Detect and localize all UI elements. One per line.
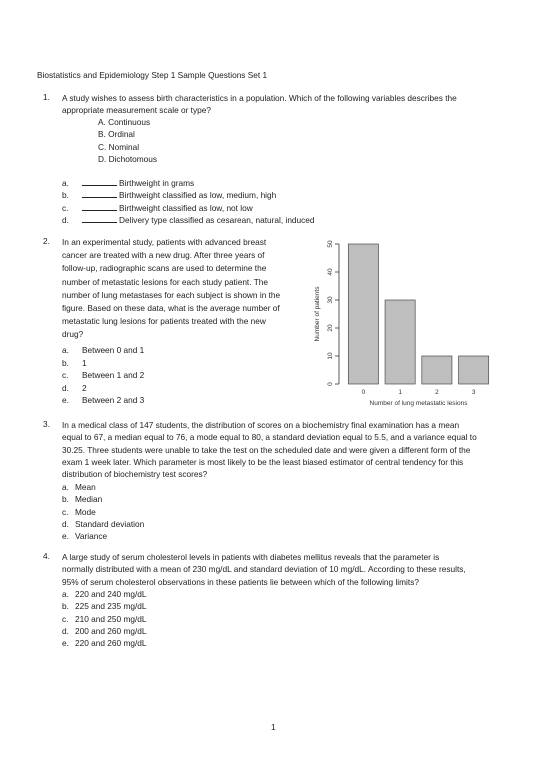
stem-line: metastatic lung lesions for patients treated with the new [62,316,266,327]
stem-line: normally distributed with a mean of 230 mg/dL and standard deviation of 10 mg/dL. According to these results, [62,564,466,575]
stem-line: A study wishes to assess birth characteristics in a population. Which of the following variables describes the [62,93,457,103]
question-1-stem [62,92,457,117]
choice-nominal: C. Nominal [98,141,140,152]
option-e[interactable]: e. 220 and 260 mg/dL [62,638,147,649]
question-1-choices [98,116,157,165]
stem-line: figure. Based on these data, what is the average number of [62,303,280,314]
choice-continuous: A. Continuous [98,117,151,127]
stem-line: 30.25. Three students were unable to take the test on the scheduled date and were given a different form of the [62,444,471,455]
question-2-number: 2. [43,236,50,246]
bar [422,356,452,384]
y-tick-label: 50 [327,240,334,248]
question-3-number: 3. [43,419,50,429]
stem-line: In a medical class of 147 students, the distribution of scores on a biochemistry final examination has a mean [62,420,460,430]
option-c[interactable]: c. Between 1 and 2 [62,370,145,381]
option-a[interactable]: a. Mean [62,482,96,492]
bar-chart [310,236,500,416]
stem-line: equal to 67, a median equal to 76, a mode equal to 80, a standard deviation equal to 5.5, and a variance equal to [62,432,477,443]
question-2-options [62,344,144,407]
stem-line: A large study of serum cholesterol levels in patients with diabetes mellitus reveals that the parameter is [62,552,440,562]
question-2-stem [62,236,280,342]
x-tick-label: 3 [471,389,476,396]
y-tick-label: 30 [327,296,334,304]
bar [348,244,378,384]
document-title: Biostatistics and Epidemiology Step 1 Sample Questions Set 1 [37,70,268,80]
question-3-stem [62,419,477,480]
option-c[interactable]: c. Mode [62,506,96,517]
stem-line: drug? [62,329,84,340]
stem-line: appropriate measurement scale or type? [62,105,211,116]
option-d[interactable]: d. Standard deviation [62,518,145,529]
option-a[interactable]: a. 220 and 240 mg/dL [62,589,147,599]
y-axis-label: Number of patients [314,286,321,342]
item-c: c. Birthweight classified as low, not low [62,202,253,213]
answer-blank[interactable] [82,203,117,211]
answer-blank[interactable] [82,178,117,186]
option-b[interactable]: b. Median [62,494,103,505]
y-tick-label: 10 [327,352,334,360]
x-tick-label: 0 [361,389,366,396]
stem-line: exam 1 week later. Which parameter is most likely to be the least biased estimator of central tendency for this [62,456,464,467]
question-1-number: 1. [43,92,50,102]
choice-dichotomous: D. Dichotomous [98,153,158,164]
question-4-number: 4. [43,551,50,561]
x-axis-label: Number of lung metastatic lesions [369,400,468,407]
y-tick-label: 20 [327,324,334,332]
answer-blank[interactable] [82,215,117,223]
option-d[interactable]: d. 200 and 260 mg/dL [62,625,147,636]
stem-line: number of metastatic lesions for each study patient. The [62,276,268,287]
item-b: b. Birthweight classified as low, medium, high [62,190,277,201]
x-tick-label: 1 [398,389,402,396]
bar [385,300,415,384]
stem-line: follow-up, radiographic scans are used to determine the [62,263,267,274]
option-e[interactable]: e. Between 2 and 3 [62,395,145,406]
option-a[interactable]: a. Between 0 and 1 [62,345,145,355]
bar [459,356,489,384]
answer-blank[interactable] [82,190,117,198]
item-a: a. Birthweight in grams [62,178,195,188]
question-1-items [62,177,315,226]
option-c[interactable]: c. 210 and 250 mg/dL [62,613,147,624]
page-number: 1 [271,722,276,732]
y-tick-label: 40 [327,268,334,276]
y-tick-label: 0 [327,382,334,386]
choice-ordinal: B. Ordinal [98,129,135,140]
question-4-options [62,588,147,649]
question-3-options [62,481,144,542]
stem-line: distribution of biochemistry test scores? [62,469,208,480]
option-e[interactable]: e. Variance [62,531,108,542]
stem-line: 95% of serum cholesterol observations in these patients lie between which of the following limits? [62,576,419,587]
item-d: d. Delivery type classified as cesarean, natural, induced [62,214,315,225]
stem-line: In an experimental study, patients with advanced breast [62,237,267,247]
stem-line: number of lung metastases for each subject is shown in the [62,289,281,300]
question-4-stem [62,551,466,588]
option-b[interactable]: b. 1 [62,357,87,368]
option-d[interactable]: d. 2 [62,382,87,393]
x-tick-label: 2 [435,389,439,396]
option-b[interactable]: b. 225 and 235 mg/dL [62,601,147,612]
stem-line: cancer are treated with a new drug. After three years of [62,250,265,261]
